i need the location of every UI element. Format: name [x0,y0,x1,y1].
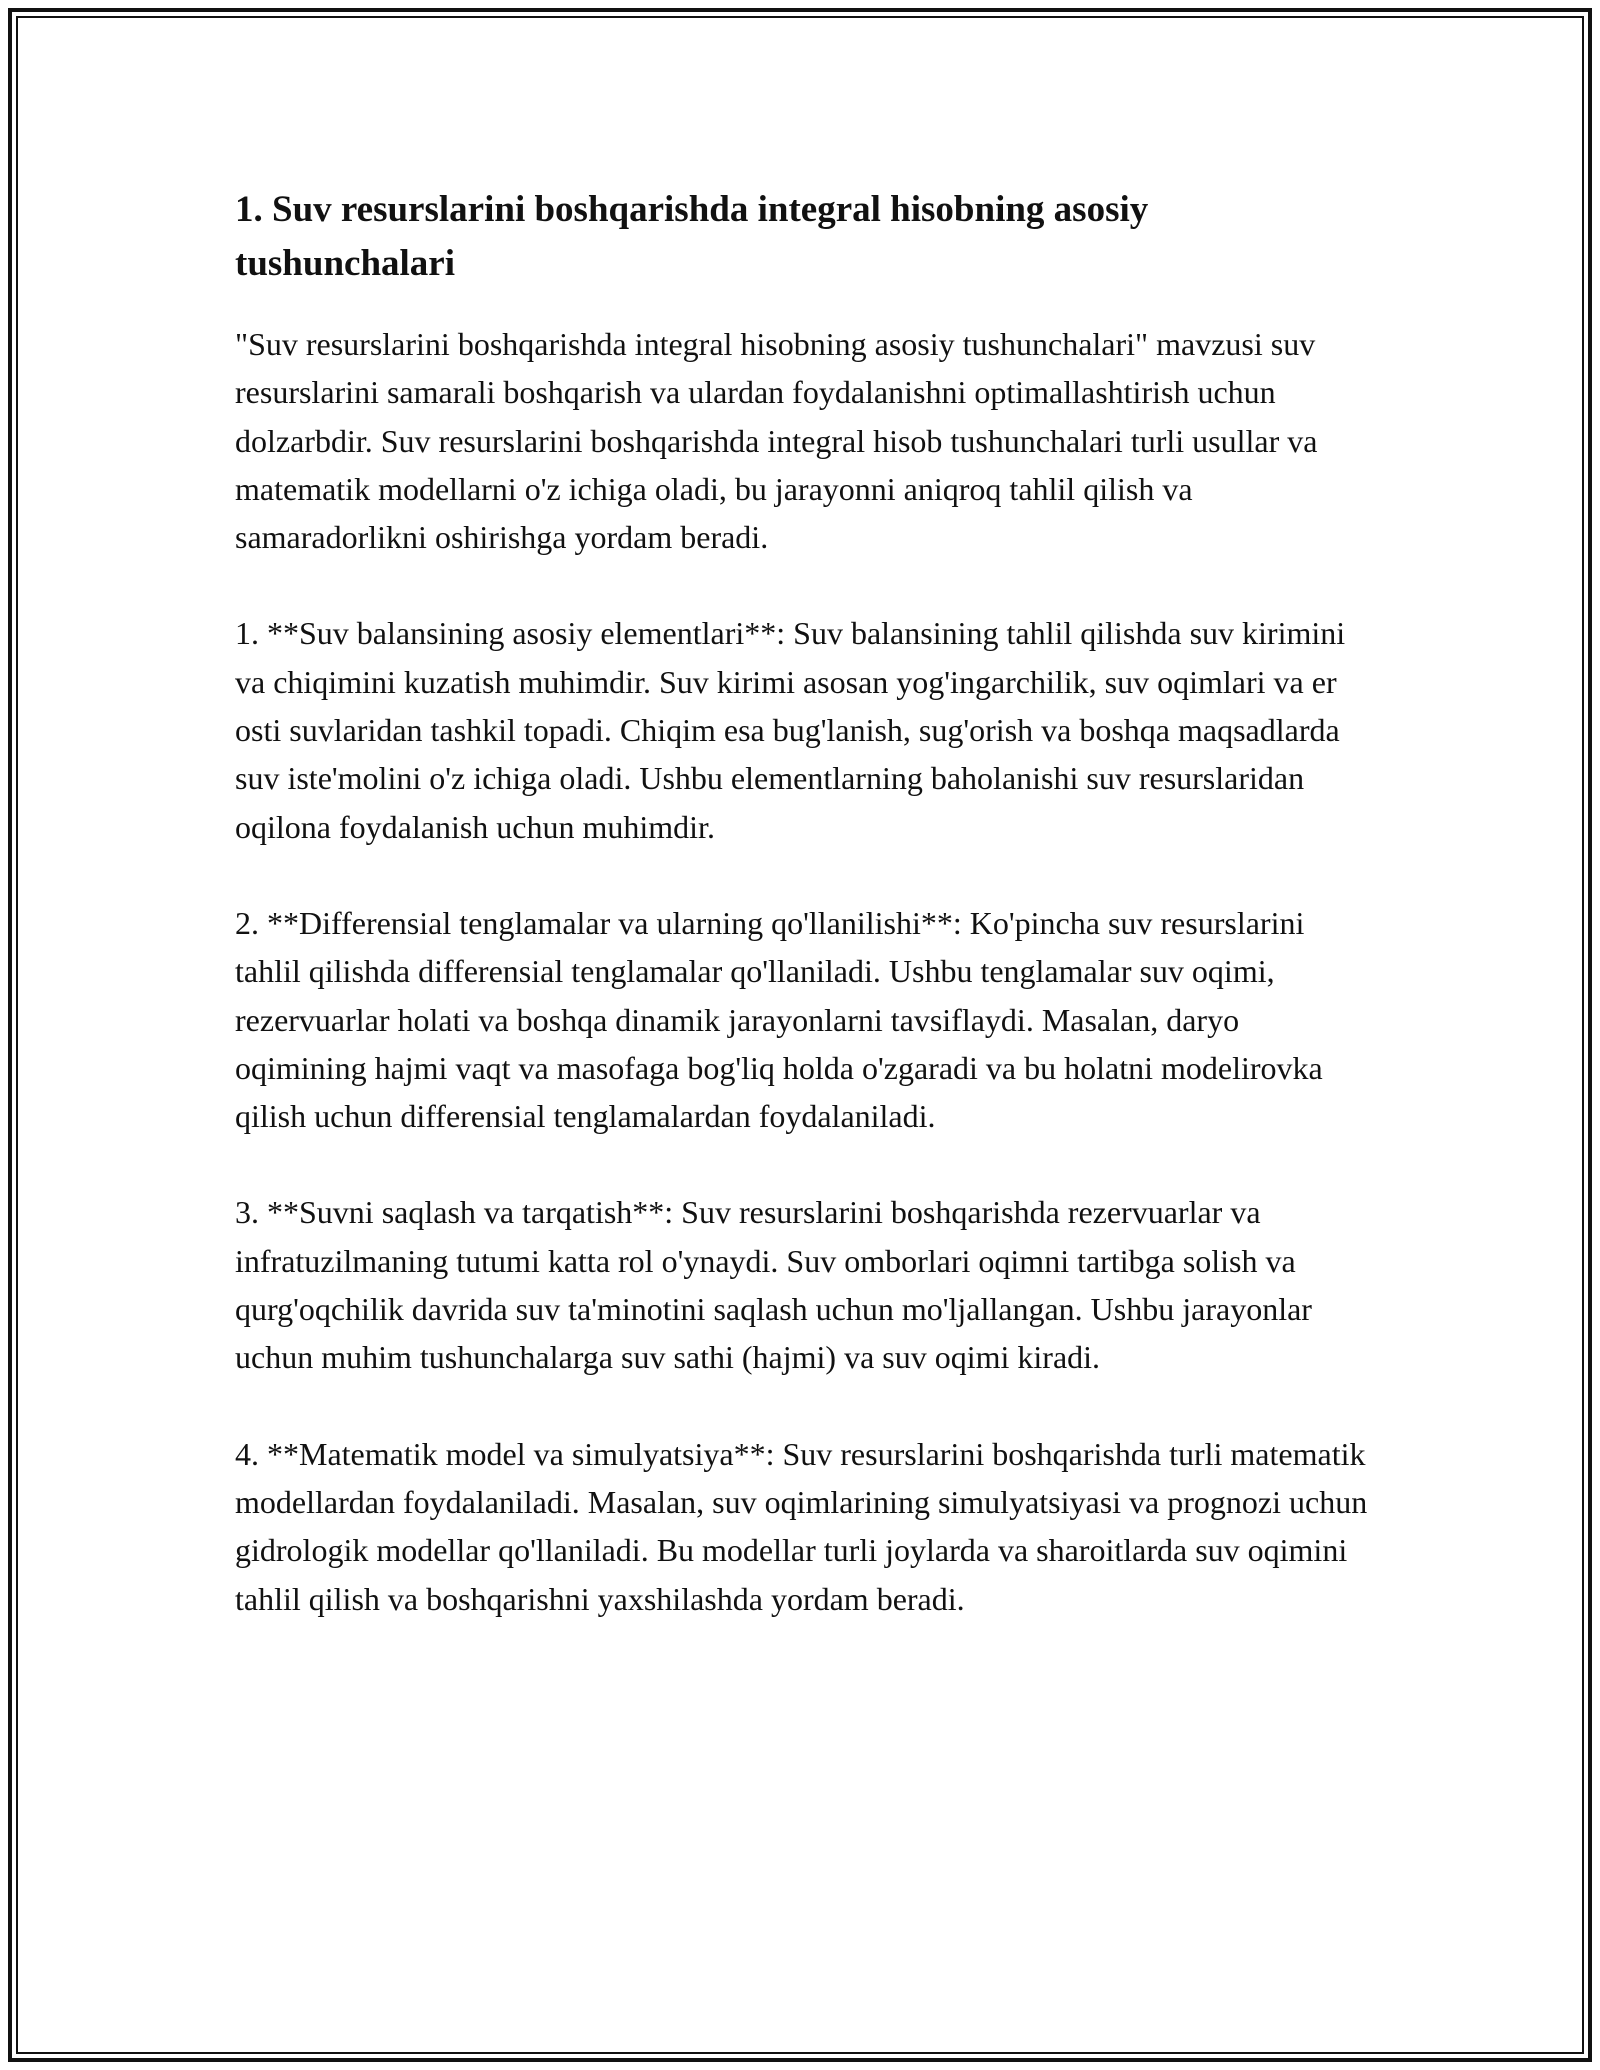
document-body [235,183,1375,1623]
paragraph-water-balance: 1. **Suv balansining asosiy elementlari**: Suv balansining tahlil qilishda suv kirimini va chiqimini kuzatish muhimdir. Suv kirimi asosan yog'ingarchilik, suv oqimlari va er osti suvlaridan tashkil topadi. Chiqim esa bug'lanish, sug'orish va boshqa maqsadlarda suv iste'molini o'z ichiga oladi. Ushbu elementlarning baholanishi suv resurslaridan oqilona foydalanish uchun muhimdir. [235,615,1346,845]
paragraph-differential-equations: 2. **Differensial tenglamalar va ularning qo'llanilishi**: Ko'pincha suv resurslarini tahlil qilishda differensial tenglamalar qo'llaniladi. Ushbu tenglamalar suv oqimi, rezervuarlar holati va boshqa dinamik jarayonlarni tavsiflaydi. Masalan, daryo oqimining hajmi vaqt va masofaga bog'liq holda o'zgaradi va bu holatni modelirovka qilish uchun differensial tenglamalardan foydalaniladi. [235,904,1323,1135]
document-title: 1. Suv resurslarini boshqarishda integral hisobning asosiy tushunchalari [235,189,1149,284]
intro-paragraph: "Suv resurslarini boshqarishda integral hisobning asosiy tushunchalari" mavzusi suv resurslarini samarali boshqarish va ulardan foydalanishni optimallashtirish uchun dolzarbdir. Suv resurslarini boshqarishda integral hisob tushunchalari turli usullar va matematik modellarni o'z ichiga oladi, bu jarayonni aniqroq tahlil qilish va samaradorlikni oshirishga yordam beradi. [235,326,1318,556]
paragraph-mathematical-model: 4. **Matematik model va simulyatsiya**: Suv resurslarini boshqarishda turli matematik modellardan foydalaniladi. Masalan, suv oqimlarining simulyatsiyasi va prognozi uchun gidrologik modellar qo'llaniladi. Bu modellar turli joylarda va sharoitlarda suv oqimini tahlil qilish va boshqarishni yaxshilashda yordam beradi. [235,1435,1368,1617]
paragraph-storage-distribution: 3. **Suvni saqlash va tarqatish**: Suv resurslarini boshqarishda rezervuarlar va infratuzilmaning tutumi katta rol o'ynaydi. Suv omborlari oqimni tartibga solish va qurg'oqchilik davrida suv ta'minotini saqlash uchun mo'ljallangan. Ushbu jarayonlar uchun muhim tushunchalarga suv sathi (hajmi) va suv oqimi kiradi. [235,1194,1312,1376]
